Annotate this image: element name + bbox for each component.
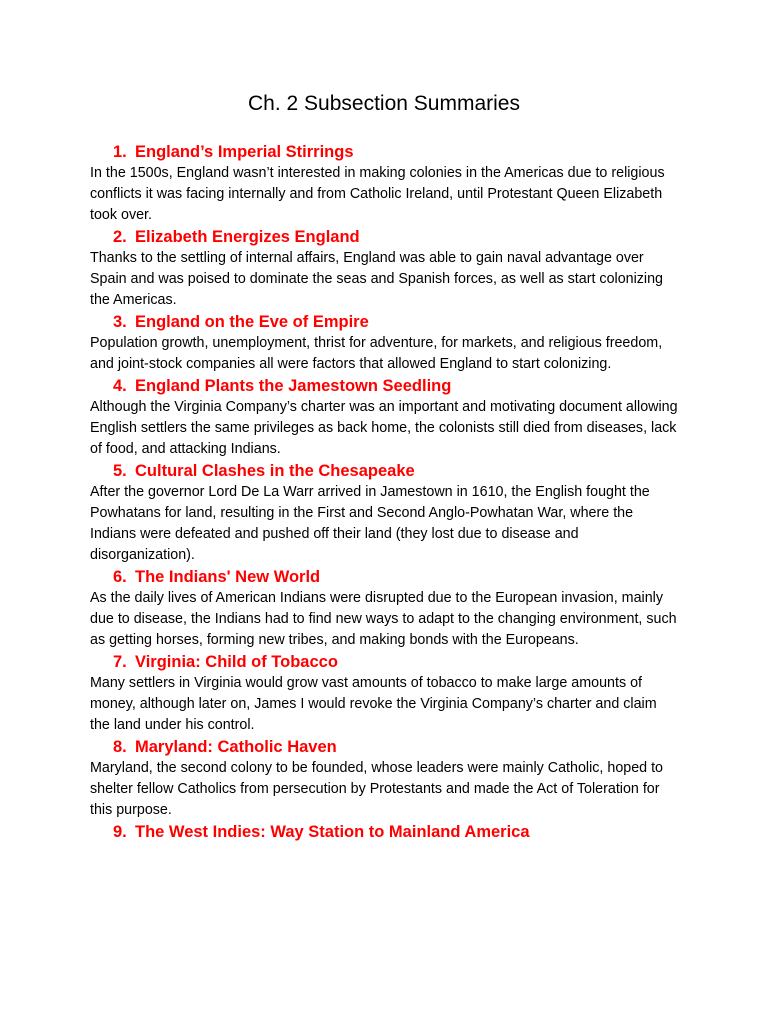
section-heading-text: Cultural Clashes in the Chesapeake <box>135 462 415 480</box>
section-summary: Many settlers in Virginia would grow vast amounts of tobacco to make large amounts of money, although later on, James I would revoke the Virginia Company’s charter and claim the land under his control. <box>90 675 657 733</box>
section-heading <box>90 311 680 333</box>
section-heading-text: The West Indies: Way Station to Mainland America <box>135 823 530 841</box>
section-heading <box>90 460 680 482</box>
section-item <box>90 651 680 736</box>
section-number: 2. <box>113 228 127 246</box>
page-title: Ch. 2 Subsection Summaries <box>248 92 520 115</box>
section-summary: Although the Virginia Company’s charter was an important and motivating document allowing English settlers the same privileges as back home, the colonists still died from diseases, lack of food, and attacking Indians. <box>90 399 678 457</box>
section-heading-text: Virginia: Child of Tobacco <box>135 653 338 671</box>
section-summary: As the daily lives of American Indians were disrupted due to the European invasion, mainly due to disease, the Indians had to find new ways to adapt to the changing environment, such as getting horses, forming new tribes, and making bonds with the Europeans. <box>90 590 677 648</box>
section-heading <box>90 375 680 397</box>
section-heading <box>90 566 680 588</box>
section-item <box>90 311 680 375</box>
section-item <box>90 566 680 651</box>
section-item <box>90 226 680 311</box>
section-summary: After the governor Lord De La Warr arrived in Jamestown in 1610, the English fought the Powhatans for land, resulting in the First and Second Anglo-Powhatan War, where the Indians were defeated and pushed off their land (they lost due to disease and disorganization). <box>90 484 650 563</box>
section-number: 3. <box>113 313 127 331</box>
section-heading-text: England Plants the Jamestown Seedling <box>135 377 452 395</box>
section-heading <box>90 821 680 843</box>
section-heading-text: Maryland: Catholic Haven <box>135 738 337 756</box>
section-summary: Thanks to the settling of internal affairs, England was able to gain naval advantage over Spain and was poised to dominate the seas and Spanish forces, as well as start colonizing the Americas. <box>90 250 664 308</box>
section-heading-text: Elizabeth Energizes England <box>135 228 360 246</box>
section-heading <box>90 226 680 248</box>
section-number: 5. <box>113 462 127 480</box>
section-item <box>90 736 680 821</box>
section-number: 8. <box>113 738 127 756</box>
section-item <box>90 821 680 843</box>
section-list <box>90 141 680 843</box>
section-number: 6. <box>113 568 127 586</box>
section-number: 7. <box>113 653 127 671</box>
section-heading-text: England on the Eve of Empire <box>135 313 369 331</box>
section-heading-text: England’s Imperial Stirrings <box>135 143 354 161</box>
section-heading <box>90 141 680 163</box>
section-summary: In the 1500s, England wasn’t interested in making colonies in the Americas due to religious conflicts it was facing internally and from Catholic Ireland, until Protestant Queen Elizabeth took over. <box>90 165 665 223</box>
section-heading <box>90 651 680 673</box>
section-heading-text: The Indians' New World <box>135 568 321 586</box>
section-number: 9. <box>113 823 127 841</box>
section-number: 4. <box>113 377 127 395</box>
section-item <box>90 460 680 566</box>
section-summary: Population growth, unemployment, thrist for adventure, for markets, and religious freedom, and joint-stock companies all were factors that allowed England to start colonizing. <box>90 335 663 372</box>
section-item <box>90 141 680 226</box>
section-heading <box>90 736 680 758</box>
section-item <box>90 375 680 460</box>
section-summary: Maryland, the second colony to be founded, whose leaders were mainly Catholic, hoped to shelter fellow Catholics from persecution by Protestants and made the Act of Toleration for this purpose. <box>90 760 664 818</box>
section-number: 1. <box>113 143 127 161</box>
